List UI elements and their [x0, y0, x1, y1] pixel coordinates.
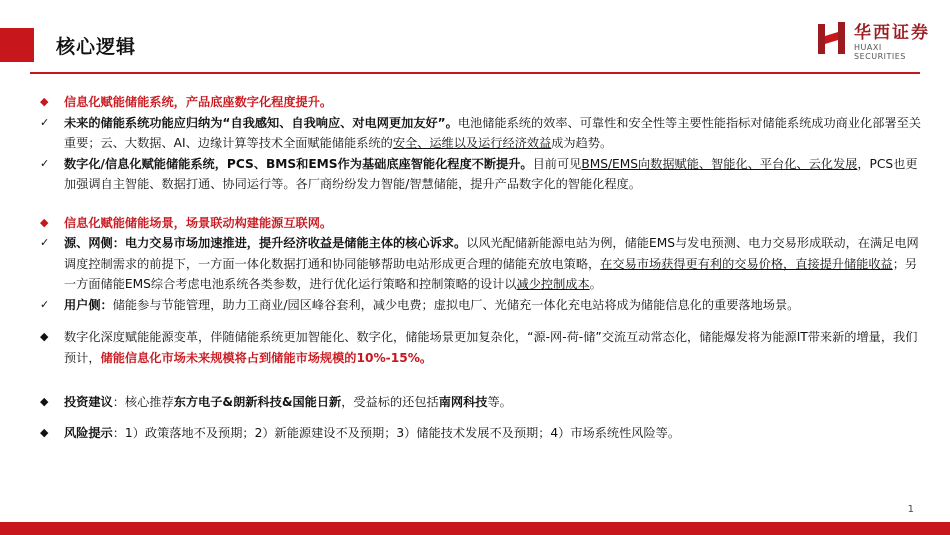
list-item: [40, 233, 925, 295]
advice-text: ：核心推荐: [112, 395, 174, 409]
list-item: [40, 154, 925, 195]
footer-bar: [0, 522, 950, 535]
section-heading-scenario: [40, 213, 925, 234]
risk-text: ：1）政策落地不及预期；2）新能源建设不及预期；3）储能技术发展不及预期；4）市场系统性风险等。: [112, 425, 681, 440]
market-forecast: [40, 327, 925, 368]
point-text: 以风光配储新能源电站为例，储能EMS与发电预测、电力交易形成联动，在满足电网调度控制需求的前提下，一方面一体化数据打通和协同能够帮助电站形成更合理的储能充放电策略，: [64, 236, 919, 271]
advice-label: 投资建议: [64, 395, 113, 409]
point-emphasis: 安全、运维以及运行经济效益: [392, 136, 552, 150]
forecast-text: 数字化深度赋能能源变革，伴随储能系统更加智能化、数字化，储能场景更加复杂化，“源-网-荷-储”交流互动常态化，储能爆发将为能源IT带来新的增量，我们预计，: [64, 330, 918, 365]
point-lead: 源、网侧：电力交易市场加速推进，提升经济收益是储能主体的核心诉求。: [64, 236, 467, 250]
point-tail: ，PCS也更加强调自主智能、数据打通、协同运行等。各厂商纷纷发力智能/智慧储能，提升产品数字化的智能化程度。: [64, 156, 918, 191]
point-tail: 。: [589, 277, 602, 291]
advice-mid: ，受益标的还包括: [341, 395, 439, 409]
advice-tail: 等。: [487, 395, 512, 409]
point-emphasis: BMS/EMS向数据赋能、智能化、平台化、云化发展: [581, 156, 858, 171]
huaxi-logo-mark-icon: [816, 20, 848, 56]
list-item: [40, 295, 925, 316]
section-heading-text: 信息化赋能储能系统，产品底座数字化程度提升。: [64, 95, 333, 109]
diamond-icon: ◆: [40, 425, 49, 439]
section-heading-system: [40, 92, 925, 113]
point-text-2: ；另一方面储能EMS综合考虑电池系统各类参数，进行优化运行策略和控制策略的设计以: [64, 256, 918, 291]
point-tail: 成为趋势。: [551, 136, 613, 150]
logo-text-cn: 华西证券: [854, 23, 930, 43]
check-icon: ✓: [40, 236, 50, 249]
check-icon: ✓: [40, 297, 50, 311]
forecast-highlight: 储能信息化市场未来规模将占到储能市场规模的10%-15%。: [100, 350, 433, 365]
point-lead: 数字化/信息化赋能储能系统，PCS、BMS和EMS作为基础底座智能化程度不断提升。: [64, 156, 533, 171]
point-text: 储能参与节能管理，助力工商业/园区峰谷套利，减少电费；虚拟电厂、光储充一体化充电站将成为储能信息化的重要落地场景。: [112, 297, 800, 312]
check-icon: ✓: [40, 156, 50, 170]
header-divider: [30, 72, 920, 74]
advice-more: 南网科技: [438, 395, 488, 409]
point-text: 目前可见: [532, 156, 582, 171]
logo-text-en: HUAXI SECURITIES: [854, 43, 906, 61]
investment-advice: [40, 392, 925, 413]
point-lead: 未来的储能系统功能应归纳为“自我感知、自我响应、对电网更加友好”。: [64, 115, 458, 130]
point-emphasis-2: 减少控制成本: [516, 277, 590, 291]
huaxi-logo: [816, 18, 936, 60]
diamond-icon: ◆: [40, 395, 49, 408]
page-number: 1: [907, 504, 914, 515]
point-text: 电池储能系统的效率、可靠性和安全性等主要性能指标对储能系统成功商业化部署至关重要；云、大数据、AI、边缘计算等技术全面赋能储能系统的: [64, 115, 921, 150]
list-item: [40, 113, 925, 154]
title-accent-bar: [0, 28, 34, 62]
section-heading-text: 信息化赋能储能场景，场景联动构建能源互联网。: [64, 215, 333, 230]
diamond-icon: ◆: [40, 215, 49, 229]
advice-picks: 东方电子&朗新科技&国能日新: [173, 395, 342, 409]
diamond-icon: ◆: [40, 330, 49, 343]
point-emphasis: 在交易市场获得更有利的交易价格，直接提升储能收益: [600, 256, 893, 271]
diamond-icon: ◆: [40, 95, 49, 108]
risk-warning: [40, 423, 925, 444]
risk-label: 风险提示: [64, 425, 113, 440]
main-content: [40, 92, 925, 443]
point-lead: 用户侧：: [64, 297, 113, 312]
check-icon: ✓: [40, 115, 50, 129]
page-title: 核心逻辑: [56, 36, 137, 58]
